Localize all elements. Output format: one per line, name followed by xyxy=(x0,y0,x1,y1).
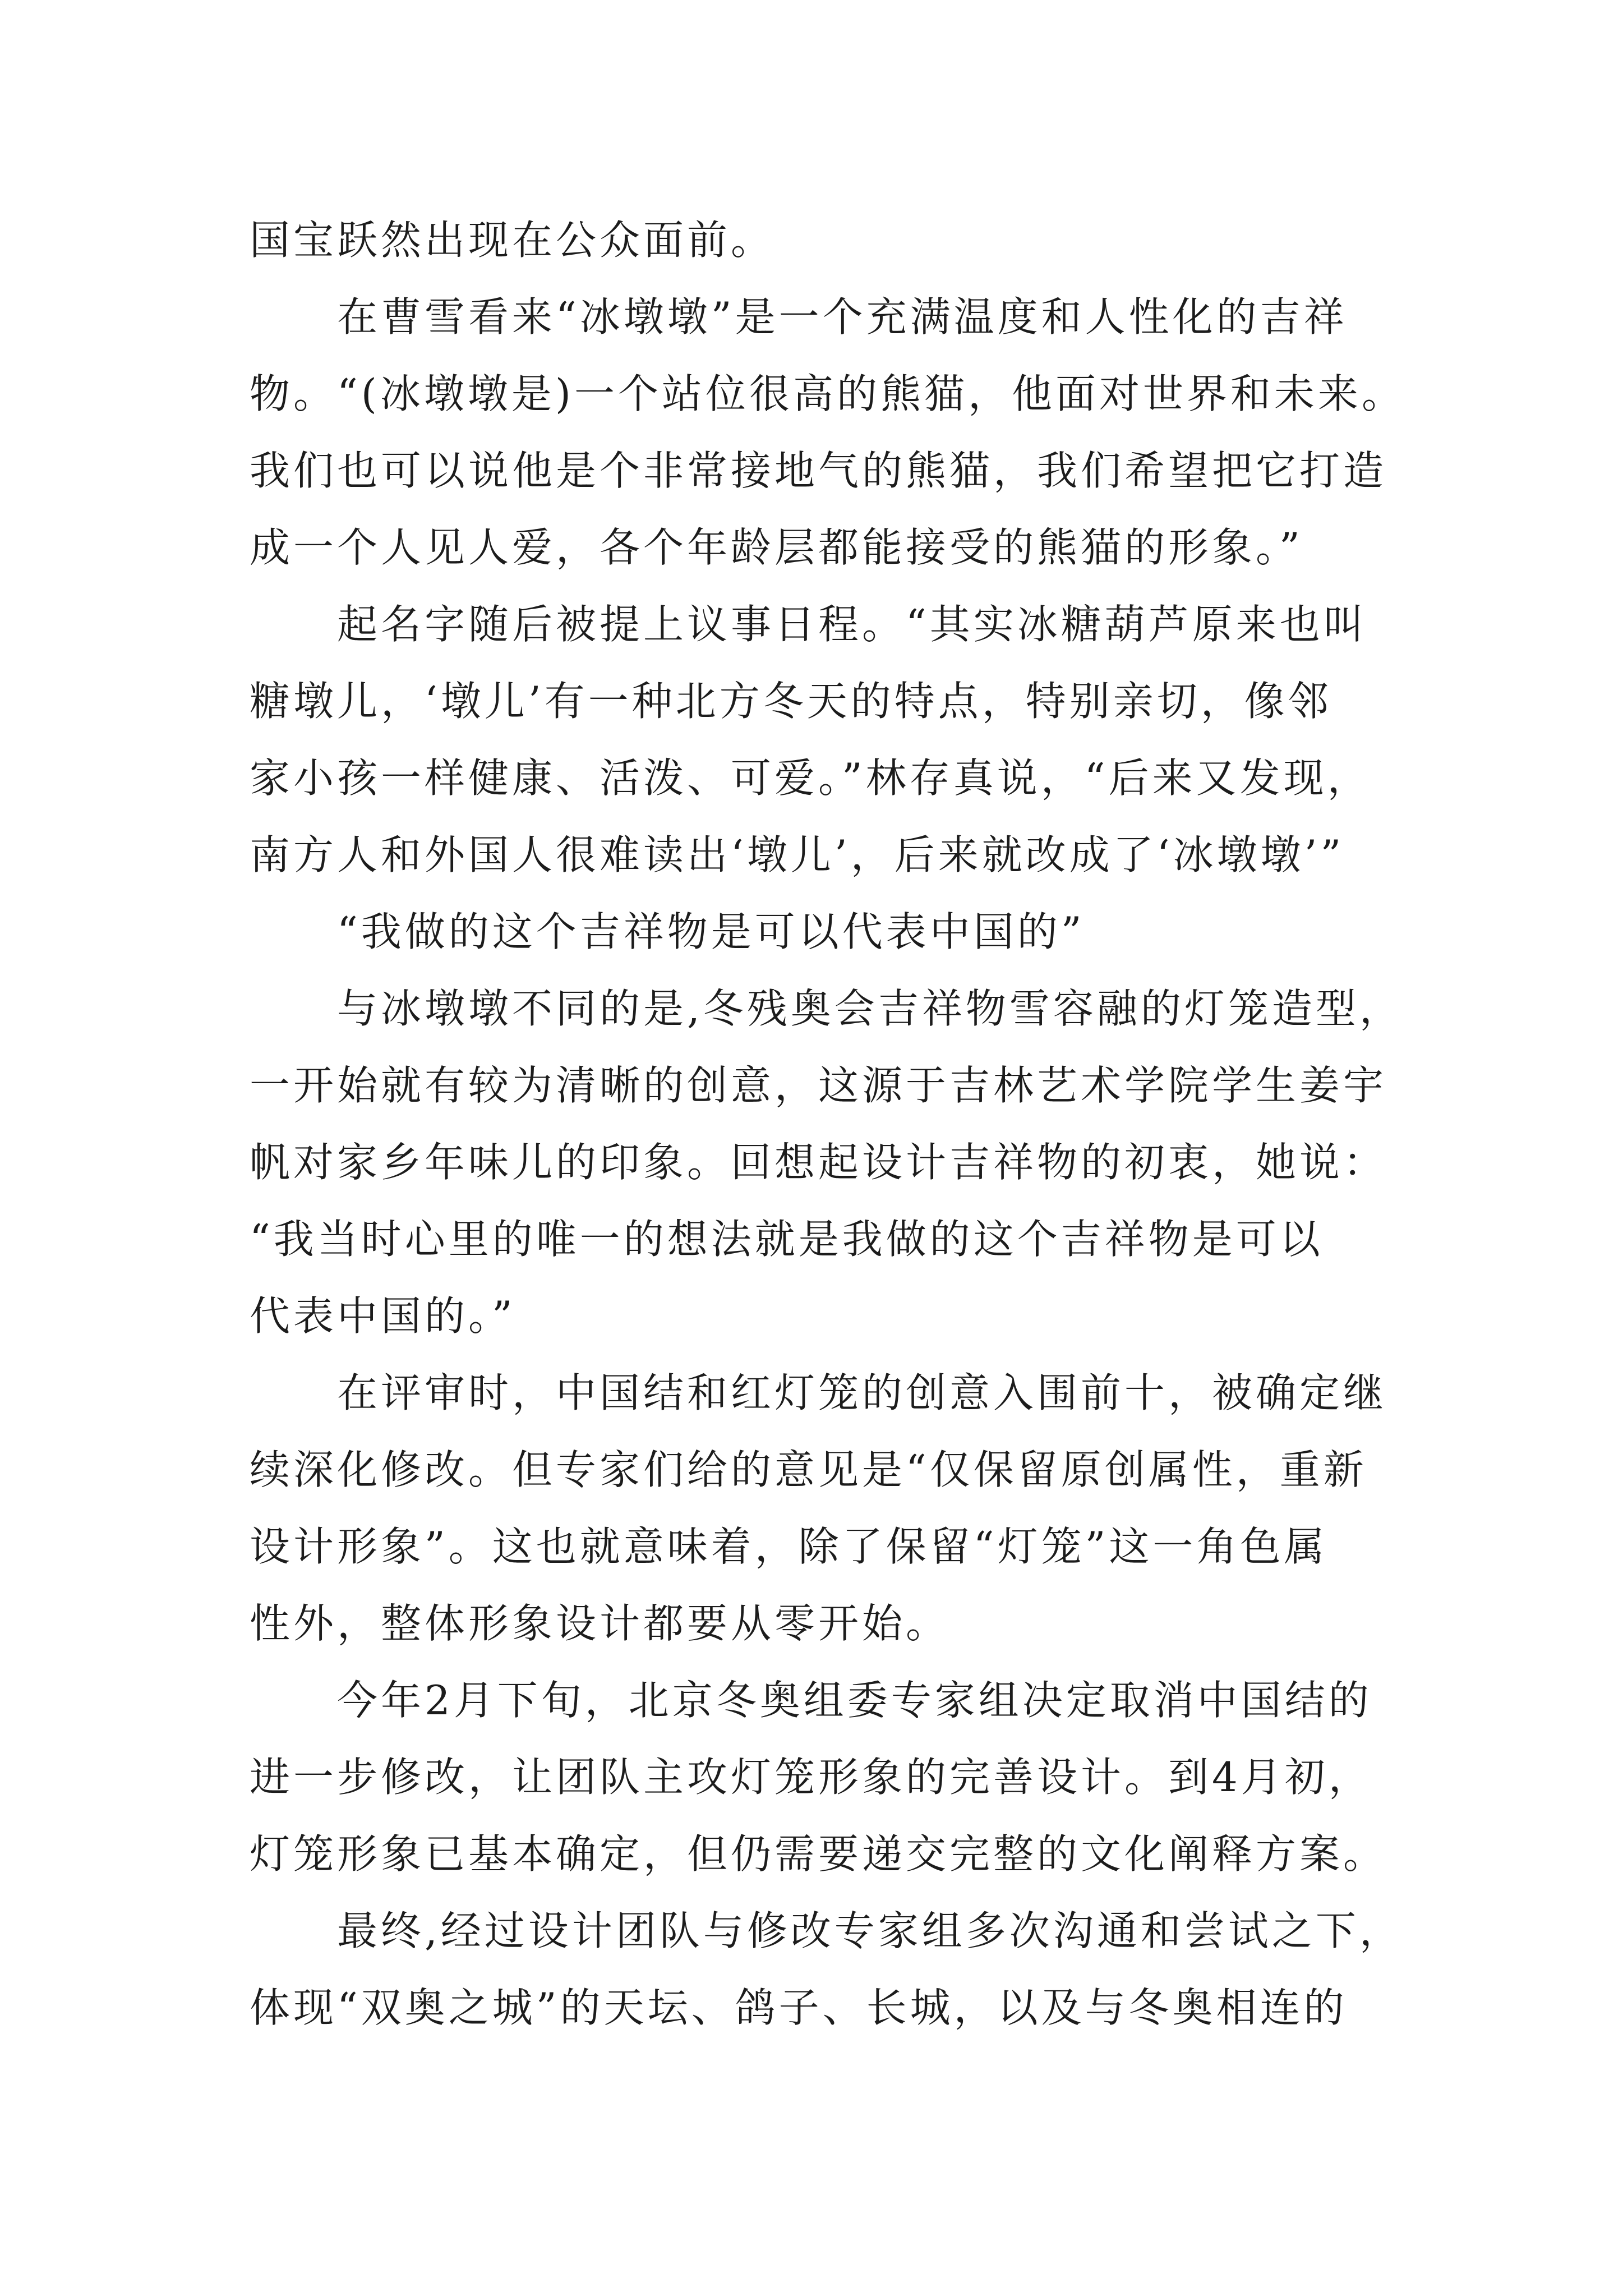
paragraph-line: 起名字随后被提上议事日程。“其实冰糖葫芦原来也叫 xyxy=(337,601,1367,648)
section-heading: “我做的这个吉祥物是可以代表中国的” xyxy=(337,908,1085,955)
paragraph-line: 在评审时，中国结和红灯笼的创意入围前十，被确定继 xyxy=(337,1369,1387,1416)
paragraph-line: 在曹雪看来“冰墩墩”是一个充满温度和人性化的吉祥 xyxy=(337,293,1348,341)
paragraph-line: 性外，整体形象设计都要从零开始。 xyxy=(250,1600,950,1647)
paragraph-line: 物。“(冰墩墩是)一个站位很高的熊猫，他面对世界和未来。 xyxy=(250,370,1405,417)
paragraph-line: 家小孩一样健康、活泼、可爱。”林存真说，“后来又发现， xyxy=(250,754,1371,802)
paragraph-line: 与冰墩墩不同的是,冬残奥会吉祥物雪容融的灯笼造型， xyxy=(337,985,1403,1032)
paragraph-line: 代表中国的。” xyxy=(250,1292,516,1340)
article-body xyxy=(250,202,1405,2046)
paragraph-line: 成一个人见人爱，各个年龄层都能接受的熊猫的形象。” xyxy=(250,524,1303,571)
paragraph-line: 体现“双奥之城”的天坛、鸽子、长城，以及与冬奥相连的 xyxy=(250,1984,1348,2031)
paragraph-line: 糖墩儿，‘墩儿’有一种北方冬天的特点，特别亲切，像邻 xyxy=(250,678,1332,725)
paragraph-line: 帆对家乡年味儿的印象。回想起设计吉祥物的初衷，她说： xyxy=(250,1139,1387,1186)
paragraph-line: 南方人和外国人很难读出‘墩儿’，后来就改成了‘冰墩墩’” xyxy=(250,831,1345,878)
paragraph-line: 一开始就有较为清晰的创意，这源于吉林艺术学院学生姜宇 xyxy=(250,1062,1387,1109)
paragraph-line: 续深化修改。但专家们给的意见是“仅保留原创属性，重新 xyxy=(250,1446,1367,1493)
paragraph-line: 我们也可以说他是个非常接地气的熊猫，我们希望把它打造 xyxy=(250,447,1387,494)
paragraph-line: 今年2月下旬，北京冬奥组委专家组决定取消中国结的 xyxy=(337,1677,1372,1724)
paragraph-line: 最终,经过设计团队与修改专家组多次沟通和尝试之下， xyxy=(337,1907,1403,1954)
paragraph-line: 设计形象”。这也就意味着，除了保留“灯笼”这一角色属 xyxy=(250,1523,1328,1570)
paragraph-line: 进一步修改，让团队主攻灯笼形象的完善设计。到4月初， xyxy=(250,1754,1372,1801)
paragraph-line: 国宝跃然出现在公众面前。 xyxy=(250,217,775,264)
paragraph-line: 灯笼形象已基本确定，但仍需要递交完整的文化阐释方案。 xyxy=(250,1830,1387,1878)
paragraph-line: “我当时心里的唯一的想法就是我做的这个吉祥物是可以 xyxy=(250,1216,1324,1263)
